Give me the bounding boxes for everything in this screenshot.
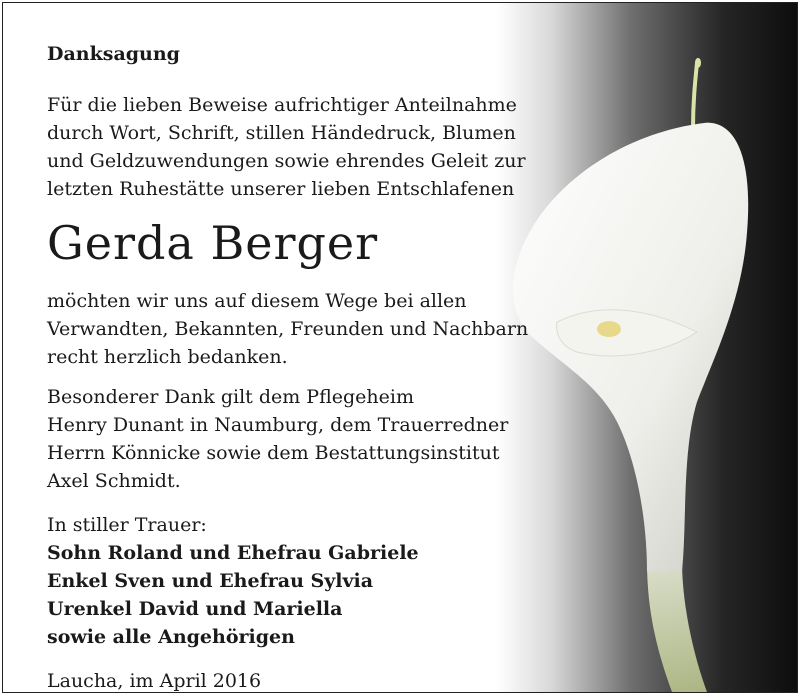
mourners-block bbox=[47, 511, 567, 651]
thanks-line: möchten wir uns auf diesem Wege bei allen bbox=[47, 290, 467, 312]
thanks-paragraph bbox=[47, 287, 567, 371]
special-thanks-paragraph bbox=[47, 383, 567, 495]
thanks-line: Verwandten, Bekannten, Freunden und Nachbarn bbox=[47, 318, 529, 340]
special-thanks-line: Besonderer Dank gilt dem Pflegeheim bbox=[47, 386, 414, 408]
mourning-label: In stiller Trauer: bbox=[47, 514, 207, 536]
notice-text bbox=[47, 43, 567, 693]
intro-line: und Geldzuwendungen sowie ehrendes Geleit zur bbox=[47, 150, 526, 172]
special-thanks-line: Herrn Könnicke sowie dem Bestattungsinstitut bbox=[47, 442, 500, 464]
obituary-card bbox=[2, 2, 798, 693]
thanks-line: recht herzlich bedanken. bbox=[47, 346, 288, 368]
deceased-name: Gerda Berger bbox=[47, 216, 379, 270]
mourner-line: Sohn Roland und Ehefrau Gabriele bbox=[47, 542, 419, 564]
mourner-line: Enkel Sven und Ehefrau Sylvia bbox=[47, 570, 374, 592]
intro-line: durch Wort, Schrift, stillen Händedruck, Blumen bbox=[47, 122, 516, 144]
intro-line: letzten Ruhestätte unserer lieben Entschlafenen bbox=[47, 178, 515, 200]
notice-heading: Danksagung bbox=[47, 43, 180, 65]
special-thanks-line: Axel Schmidt. bbox=[47, 470, 181, 492]
intro-line: Für die lieben Beweise aufrichtiger Anteilnahme bbox=[47, 94, 517, 116]
intro-paragraph bbox=[47, 91, 567, 203]
mourner-line: sowie alle Angehörigen bbox=[47, 626, 295, 648]
special-thanks-line: Henry Dunant in Naumburg, dem Trauerredner bbox=[47, 414, 509, 436]
place-date: Laucha, im April 2016 bbox=[47, 670, 262, 692]
mourner-line: Urenkel David und Mariella bbox=[47, 598, 343, 620]
